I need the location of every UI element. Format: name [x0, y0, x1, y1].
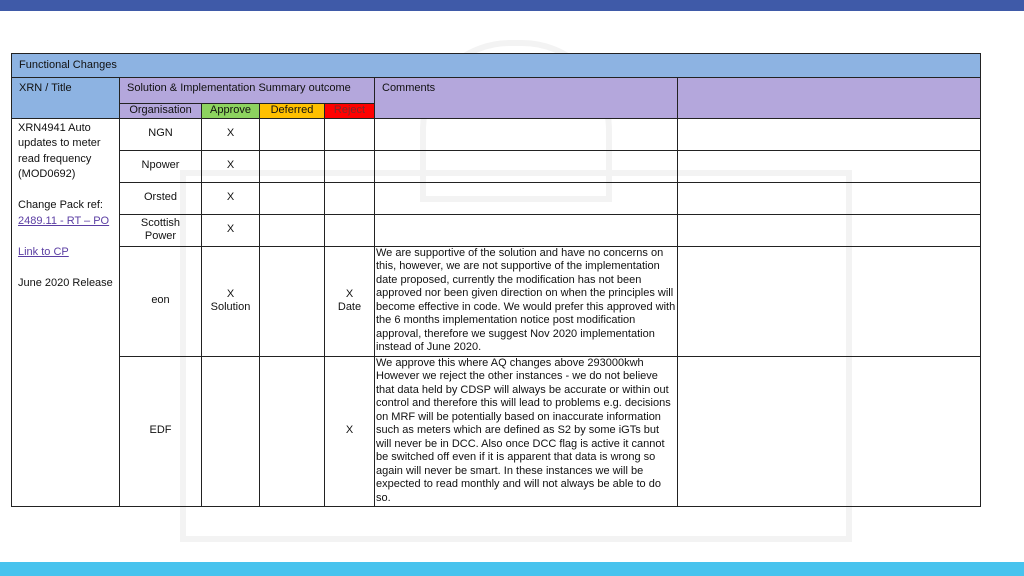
organisation-header: Organisation [120, 104, 202, 119]
table-row [12, 214, 981, 246]
change-pack-link[interactable]: 2489.11 - RT – PO [18, 214, 110, 227]
org-name: eon [120, 246, 202, 356]
change-title: XRN4941 Auto updates to meter read frequency (MOD0692) [18, 121, 101, 180]
solution-summary-header: Solution & Implementation Summary outcome [120, 78, 375, 104]
top-accent-bar [0, 0, 1024, 11]
org-name: Npower [120, 150, 202, 182]
change-details-cell [12, 118, 120, 506]
reject-cell [325, 150, 375, 182]
table-row [12, 118, 981, 150]
org-name: Orsted [120, 182, 202, 214]
deferred-cell [260, 214, 325, 246]
comment-cell: We approve this where AQ changes above 293000kwh However we reject the other instances - we do not believe that data held by CDSP will always be accurate or within out control and therefore this will lead to problems e.g. decisions on MRF will be potentially based on inaccurate information such as meters which are defined as S2 by some iGTs but will never be in DCC. Also once DCC flag is active it cannot be switched off even if it is apparent that data is wrong so again will never be smart. In these instances we will be expected to read monthly and will not always be able to do so. [375, 356, 678, 506]
comment-cell [375, 150, 678, 182]
approve-cell: X [202, 214, 260, 246]
approve-header: Approve [202, 104, 260, 119]
xrn-title-header: XRN / Title [12, 78, 120, 119]
approve-cell: X [202, 182, 260, 214]
approve-cell [202, 356, 260, 506]
table-row [12, 182, 981, 214]
comments-header-extra [678, 78, 981, 119]
extra-cell [678, 246, 981, 356]
extra-cell [678, 118, 981, 150]
table-row [12, 150, 981, 182]
section-title: Functional Changes [12, 54, 981, 78]
comment-cell [375, 214, 678, 246]
comment-cell [375, 118, 678, 150]
reject-cell [325, 214, 375, 246]
link-to-cp[interactable]: Link to CP [18, 245, 69, 258]
comment-cell: We are supportive of the solution and have no concerns on this, however, we are not supportive of the implementation date proposed, currently the modification has not been approved nor been given direction on when the principles will become effective in code. We would prefer this approved with the 6 months implementation notice post modification approval, therefore we suggest Nov 2020 implementation instead of June 2020. [375, 246, 678, 356]
release-text: June 2020 Release [18, 276, 113, 289]
reject-cell: X Date [325, 246, 375, 356]
reject-cell: X [325, 356, 375, 506]
extra-cell [678, 356, 981, 506]
table-row [12, 246, 981, 356]
comments-header: Comments [375, 78, 678, 119]
approve-cell: X [202, 150, 260, 182]
table-row [12, 356, 981, 506]
extra-cell [678, 150, 981, 182]
deferred-cell [260, 150, 325, 182]
reject-header: Reject [325, 104, 375, 119]
approve-cell: X [202, 118, 260, 150]
bottom-accent-bar [0, 562, 1024, 576]
deferred-cell [260, 118, 325, 150]
deferred-cell [260, 182, 325, 214]
org-name: NGN [120, 118, 202, 150]
reject-cell [325, 118, 375, 150]
change-pack-label: Change Pack ref: [18, 199, 103, 211]
comment-cell [375, 182, 678, 214]
deferred-cell [260, 246, 325, 356]
reject-cell [325, 182, 375, 214]
deferred-cell [260, 356, 325, 506]
approve-cell: X Solution [202, 246, 260, 356]
extra-cell [678, 214, 981, 246]
org-name: EDF [120, 356, 202, 506]
deferred-header: Deferred [260, 104, 325, 119]
extra-cell [678, 182, 981, 214]
functional-changes-table [11, 53, 981, 507]
org-name: Scottish Power [120, 214, 202, 246]
